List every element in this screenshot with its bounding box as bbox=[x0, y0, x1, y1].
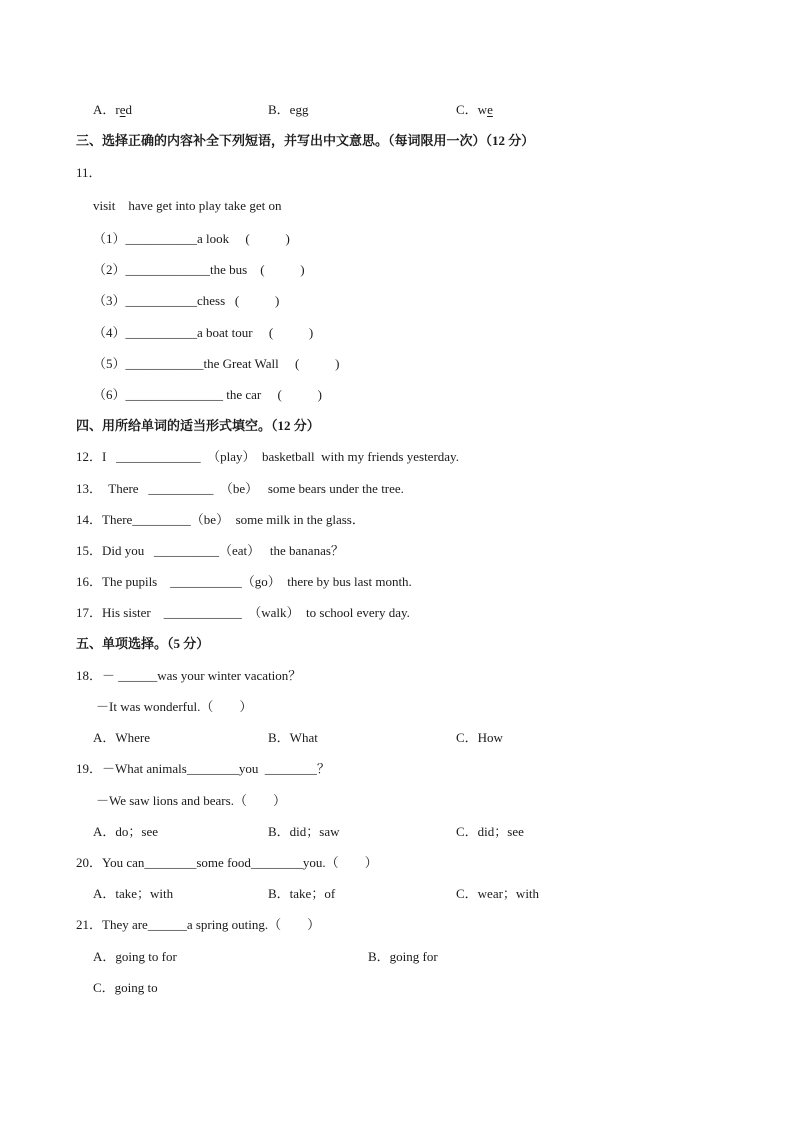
q19-option-b[interactable]: B．did；saw bbox=[268, 824, 340, 839]
q20-option-a[interactable]: A．take；with bbox=[93, 886, 174, 901]
q19-stem: 19．－What animals________you ________？ bbox=[76, 761, 330, 776]
q11-number: 11． bbox=[76, 165, 102, 180]
q13[interactable]: 13． There __________ （be） some bears under the tree. bbox=[76, 481, 404, 496]
q15[interactable]: 15．Did you __________（eat） the bananas？ bbox=[76, 543, 344, 558]
q10-option-c[interactable]: C．we bbox=[456, 102, 493, 117]
q21-stem[interactable]: 21．They are______a spring outing.（ ） bbox=[76, 917, 321, 932]
q19-answer-line[interactable]: －We saw lions and bears.（ ） bbox=[96, 793, 286, 808]
q11-item-3[interactable]: （3）___________chess ( ) bbox=[93, 293, 280, 308]
q11-item-5[interactable]: （5）____________the Great Wall ( ) bbox=[93, 356, 340, 371]
q18-answer-line[interactable]: －It was wonderful.（ ） bbox=[96, 699, 253, 714]
q18-option-b[interactable]: B．What bbox=[268, 730, 318, 745]
q10-option-a[interactable]: A．red bbox=[93, 102, 132, 117]
q12[interactable]: 12．I _____________ （play） basketball with my friends yesterday. bbox=[76, 449, 459, 464]
section3-title: 三、选择正确的内容补全下列短语，并写出中文意思。（每词限用一次）（12 分） bbox=[76, 133, 535, 148]
q20-option-c[interactable]: C．wear；with bbox=[456, 886, 540, 901]
q17[interactable]: 17．His sister ____________ （walk） to school every day. bbox=[76, 605, 410, 620]
q11-item-4[interactable]: （4）___________a boat tour ( ) bbox=[93, 325, 314, 340]
q21-option-b[interactable]: B．going for bbox=[368, 949, 438, 964]
q14[interactable]: 14．There_________（be） some milk in the glass． bbox=[76, 512, 365, 527]
q11-item-2[interactable]: （2）_____________the bus ( ) bbox=[93, 262, 305, 277]
section4-title: 四、用所给单词的适当形式填空。（12 分） bbox=[76, 418, 320, 433]
q16[interactable]: 16．The pupils ___________（go） there by bus last month. bbox=[76, 574, 412, 589]
q21-option-a[interactable]: A．going to for bbox=[93, 949, 177, 964]
q20-option-b[interactable]: B．take；of bbox=[268, 886, 336, 901]
q20-stem[interactable]: 20．You can________some food________you.（ ） bbox=[76, 855, 378, 870]
section5-title: 五、单项选择。（5 分） bbox=[76, 636, 210, 651]
q10-option-b[interactable]: B．egg bbox=[268, 102, 309, 117]
q18-stem: 18．－ ______was your winter vacation？ bbox=[76, 668, 302, 683]
q11-item-1[interactable]: （1）___________a look ( ) bbox=[93, 231, 290, 246]
q19-option-a[interactable]: A．do；see bbox=[93, 824, 158, 839]
q18-option-c[interactable]: C．How bbox=[456, 730, 503, 745]
q21-option-c[interactable]: C．going to bbox=[93, 980, 158, 995]
q19-option-c[interactable]: C．did；see bbox=[456, 824, 524, 839]
q11-word-bank: visit have get into play take get on bbox=[93, 198, 282, 213]
q11-item-6[interactable]: （6）_______________ the car ( ) bbox=[93, 387, 322, 402]
q18-option-a[interactable]: A．Where bbox=[93, 730, 151, 745]
